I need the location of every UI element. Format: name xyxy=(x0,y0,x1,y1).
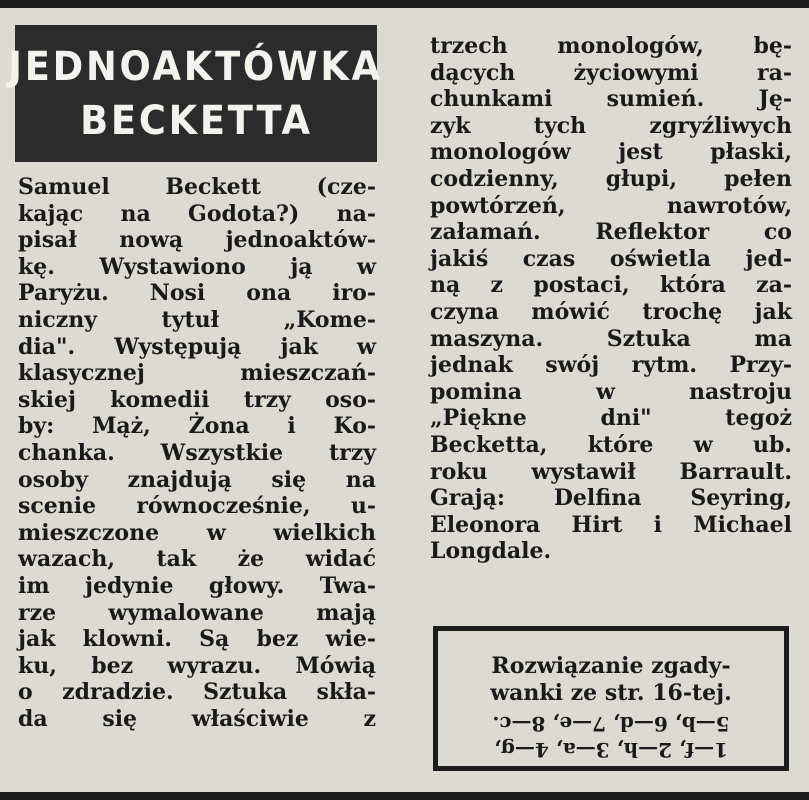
text-line: skiej komedii trzy oso- xyxy=(18,386,376,413)
text-line: chunkami sumień. Ję- xyxy=(430,86,792,113)
text-line: dących życiowymi ra- xyxy=(430,59,792,86)
text-line: Paryżu. Nosi ona iro- xyxy=(18,280,376,307)
text-line: trzech monologów, bę- xyxy=(430,33,792,59)
text-line: da się właściwie z xyxy=(18,705,376,732)
text-line: jakiś czas oświetla jed- xyxy=(430,245,792,272)
text-line: jak klowni. Są bez wie- xyxy=(18,626,376,653)
text-line: dia". Występują jak w xyxy=(18,333,376,360)
text-line: czyna mówić trochę jak xyxy=(430,298,792,325)
text-line: zyk tych zgryźliwych xyxy=(430,112,792,139)
answer-title xyxy=(438,653,784,707)
headline-line-2: BECKETTA xyxy=(79,97,313,144)
top-rule xyxy=(0,0,809,8)
text-line: by: Mąż, Żona i Ko- xyxy=(18,413,376,440)
answer-key-line-1: 1—f, 2—h, 3—a, 4—g, xyxy=(493,738,729,762)
headline-box xyxy=(8,25,384,162)
text-line: Grają: Delfina Seyring, xyxy=(430,485,792,512)
article-column-right xyxy=(430,33,792,565)
text-line: klasycznej mieszczań- xyxy=(18,360,376,387)
text-line: monologów jest płaski, xyxy=(430,139,792,166)
text-line: jednak swój rytm. Przy- xyxy=(430,352,792,379)
text-line: Eleonora Hirt i Michael xyxy=(430,511,792,538)
text-line: rze wymalowane mają xyxy=(18,599,376,626)
text-line: maszyna. Sztuka ma xyxy=(430,325,792,352)
text-line: niczny tytuł „Kome- xyxy=(18,306,376,333)
text-line: pisał nową jednoaktów- xyxy=(18,227,376,254)
text-line: Samuel Beckett (cze- xyxy=(18,174,376,200)
text-line: ną z postaci, która za- xyxy=(430,272,792,299)
text-line: im jedynie głowy. Twa- xyxy=(18,572,376,599)
text-line: Becketta, które w ub. xyxy=(430,431,792,458)
text-line: wazach, tak że widać xyxy=(18,546,376,573)
answer-key-upside-down xyxy=(438,711,784,763)
answer-box xyxy=(433,626,789,771)
text-line: ku, bez wyrazu. Mówią xyxy=(18,652,376,679)
text-line: scenie równocześnie, u- xyxy=(18,493,376,520)
text-line: „Piękne dni" tegoż xyxy=(430,405,792,432)
text-line: mieszczone w wielkich xyxy=(18,519,376,546)
bottom-rule xyxy=(0,792,809,800)
answer-title-line-2: wanki ze str. 16-tej. xyxy=(490,680,732,706)
text-line: osoby znajdują się na xyxy=(18,466,376,493)
answer-title-line-1: Rozwiązanie zgady- xyxy=(491,653,731,679)
text-line: codzienny, głupi, pełen xyxy=(430,165,792,192)
answer-key-line-2: 5—b, 6—d, 7—e, 8—c. xyxy=(492,712,730,736)
text-line: pomina w nastroju xyxy=(430,378,792,405)
text-line: kając na Godota?) na- xyxy=(18,200,376,227)
text-line: załamań. Reflektor co xyxy=(430,219,792,246)
text-line: kę. Wystawiono ją w xyxy=(18,253,376,280)
headline-line-1: JEDNOAKTÓWKA xyxy=(8,43,384,90)
text-line: roku wystawił Barrault. xyxy=(430,458,792,485)
text-line: Longdale. xyxy=(430,538,552,565)
text-line: powtórzeń, nawrotów, xyxy=(430,192,792,219)
text-line: o zdradzie. Sztuka skła- xyxy=(18,679,376,706)
text-line: chanka. Wszystkie trzy xyxy=(18,439,376,466)
article-column-left xyxy=(18,174,376,732)
